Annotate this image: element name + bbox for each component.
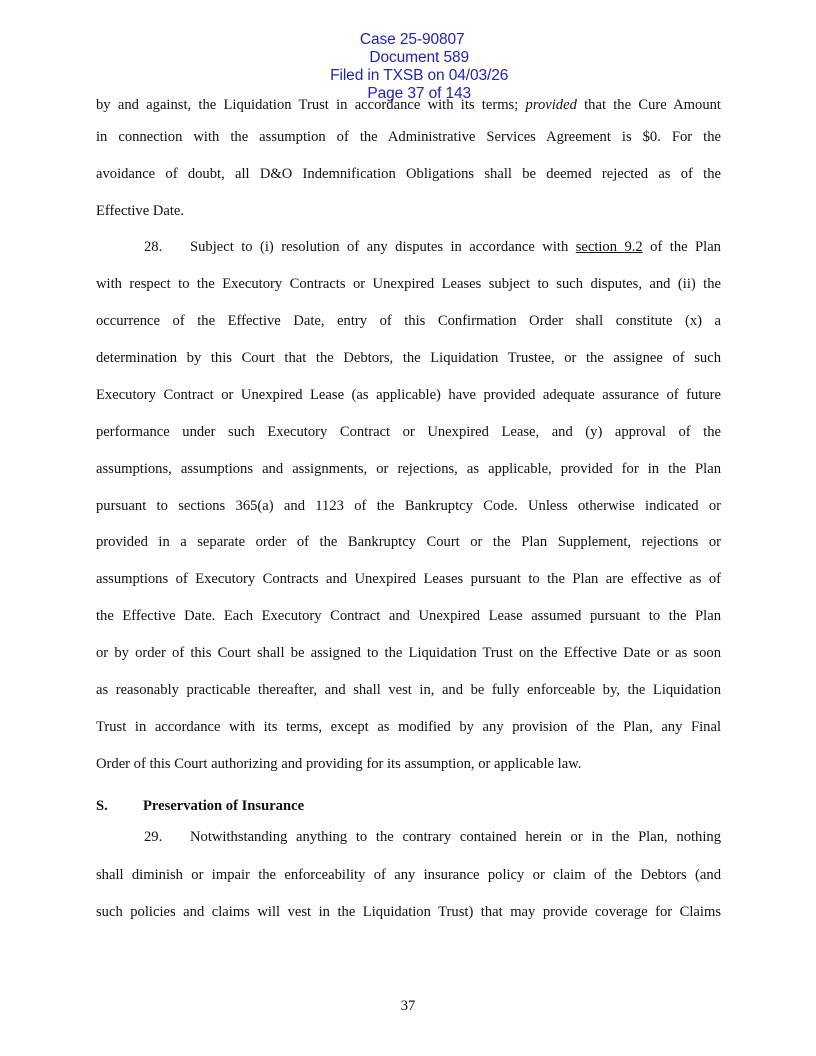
text-line: or by order of this Court shall be assigned to the Liquidation Trust on the Effective Date or as soon (96, 645, 721, 661)
text-line: performance under such Executory Contract or Unexpired Lease, and (y) approval of the (96, 424, 721, 440)
text-line: occurrence of the Effective Date, entry of this Confirmation Order shall constitute (x) a (96, 313, 721, 329)
paragraph-29-first-line: 29. Notwithstanding anything to the contrary contained herein or in the Plan, nothing (144, 829, 721, 845)
text-line: Trust in accordance with its terms, except as modified by any provision of the Plan, any Final (96, 719, 721, 735)
text-line: Effective Date. (96, 203, 185, 219)
section-title: Preservation of Insurance (143, 798, 305, 814)
italic-provided: provided (525, 97, 577, 113)
section-reference: section 9.2 (575, 239, 643, 255)
text-line: Order of this Court authorizing and providing for its assumption, or applicable law. (96, 756, 582, 772)
text-line: Executory Contract or Unexpired Lease (as applicable) have provided adequate assurance of future (96, 387, 721, 403)
text-line: by and against, the Liquidation Trust in accordance with its terms; provided that the Cure Amount (96, 97, 721, 113)
page-number: 37 (400, 998, 416, 1014)
section-heading (96, 797, 721, 815)
filed-date: Filed in TXSB on 04/03/26 (330, 67, 509, 84)
text-line: pursuant to sections 365(a) and 1123 of the Bankruptcy Code. Unless otherwise indicated or (96, 498, 721, 514)
page-indicator: Page 37 of 143 (367, 85, 472, 102)
text-line: provided in a separate order of the Bankruptcy Court or the Plan Supplement, rejections or (96, 534, 721, 550)
text-line: such policies and claims will vest in the Liquidation Trust) that may provide coverage for Claims (96, 904, 721, 920)
case-number: Case 25-90807 (359, 31, 465, 48)
text-line: with respect to the Executory Contracts or Unexpired Leases subject to such disputes, and (ii) the (96, 276, 721, 292)
text-line: assumptions of Executory Contracts and Unexpired Leases pursuant to the Plan are effective as of (96, 571, 721, 587)
paragraph-number: 29. (144, 829, 163, 845)
paragraph-28-first-line: 28. Subject to (i) resolution of any disputes in accordance with section 9.2 of the Plan (144, 239, 721, 255)
document-number: Document 589 (369, 49, 470, 66)
text-line: as reasonably practicable thereafter, and shall vest in, and be fully enforceable by, the Liquidation (96, 682, 721, 698)
text-line: shall diminish or impair the enforceability of any insurance policy or claim of the Debtors (and (96, 867, 721, 883)
text-line: assumptions, assumptions and assignments, or rejections, as applicable, provided for in the Plan (96, 461, 721, 477)
paragraph-number: 28. (144, 239, 163, 255)
text-line: avoidance of doubt, all D&O Indemnification Obligations shall be deemed rejected as of the (96, 166, 721, 182)
text-line: determination by this Court that the Debtors, the Liquidation Trustee, or the assignee of such (96, 350, 721, 366)
text-line: in connection with the assumption of the Administrative Services Agreement is $0. For the (96, 129, 721, 145)
ecf-filing-header (0, 13, 816, 103)
text-line: the Effective Date. Each Executory Contract and Unexpired Lease assumed pursuant to the Plan (96, 608, 721, 624)
section-letter: S. (96, 798, 108, 814)
